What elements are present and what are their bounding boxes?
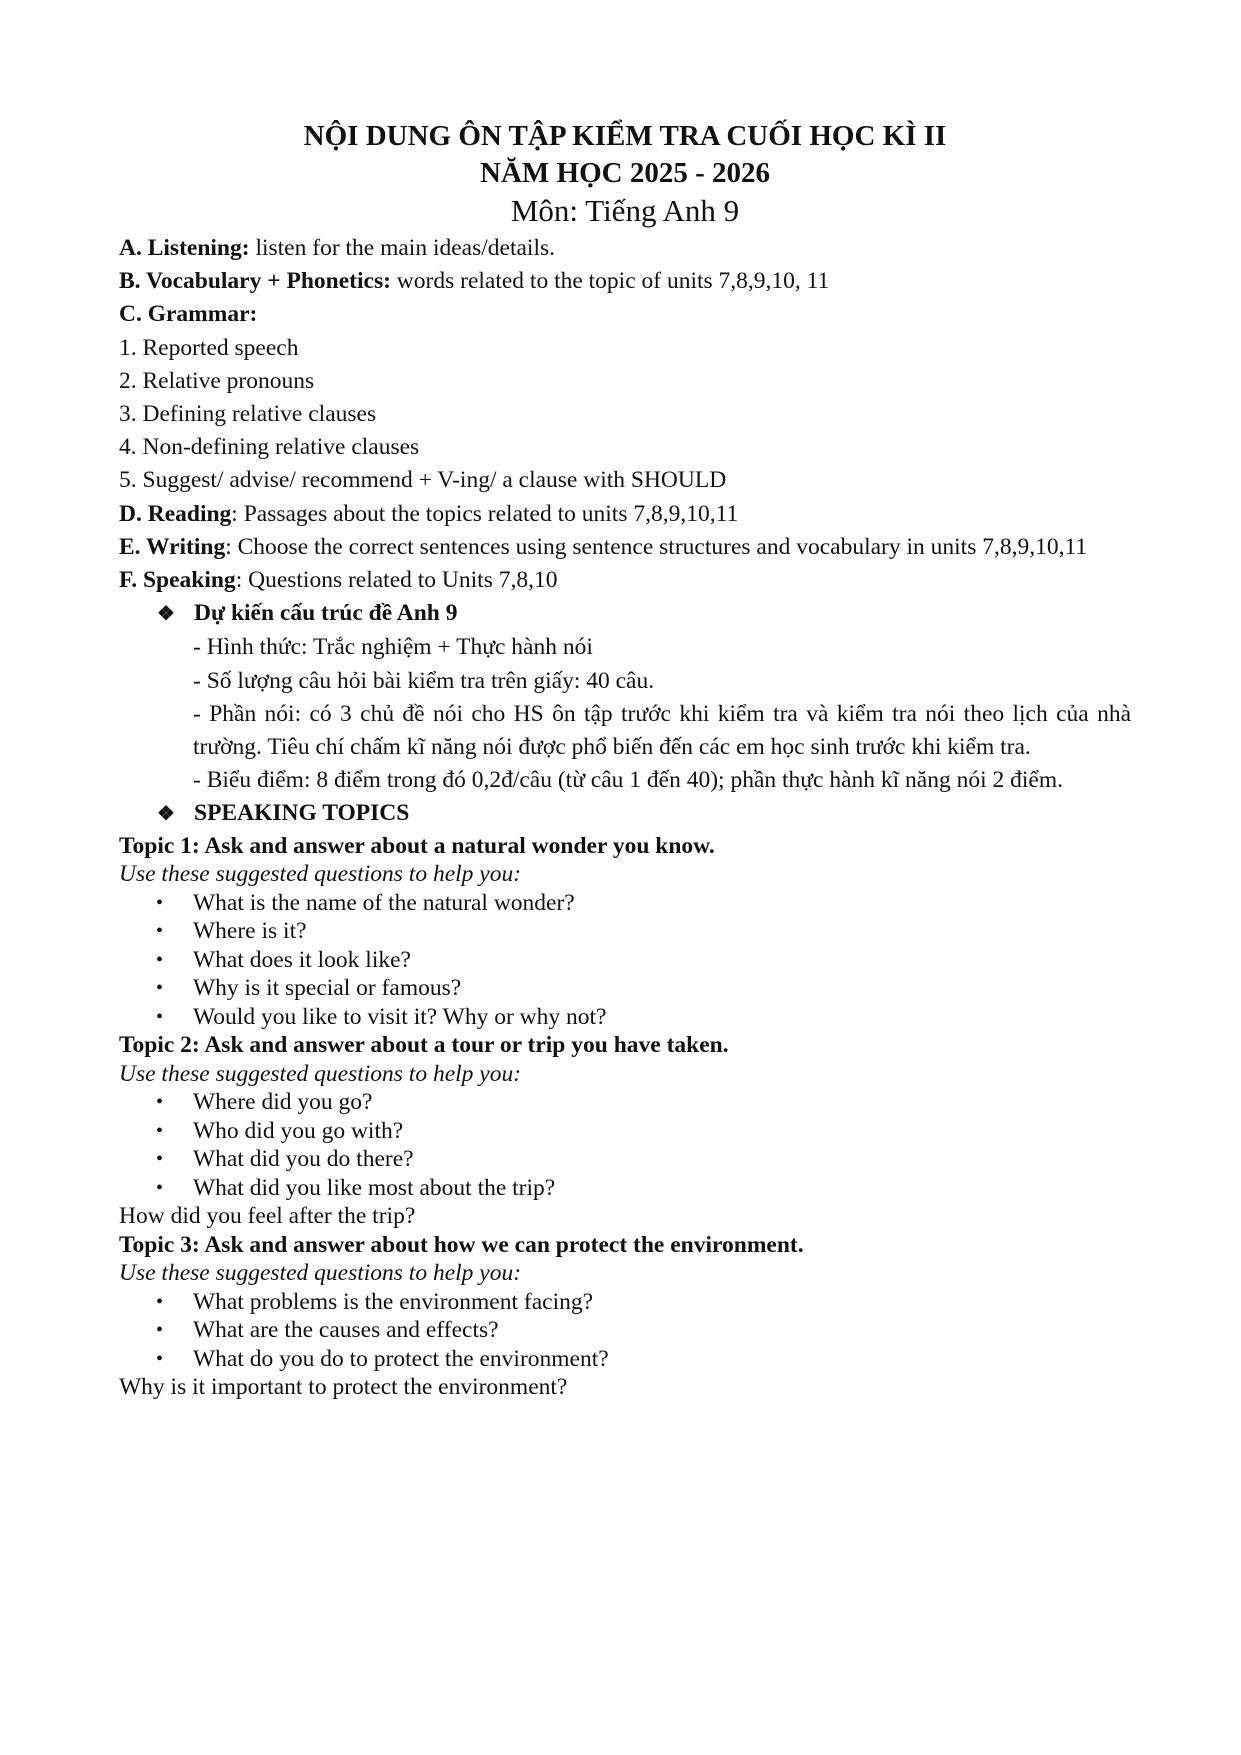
document-title-line1: NỘI DUNG ÔN TẬP KIỂM TRA CUỐI HỌC KÌ II <box>303 120 947 152</box>
section-reading: D. Reading: Passages about the topics related to units 7,8,9,10,11 <box>119 500 739 527</box>
section-vocabulary: B. Vocabulary + Phonetics: words related to the topic of units 7,8,9,10, 11 <box>119 268 830 295</box>
list-item: • Where did you go? <box>156 1089 373 1116</box>
list-item: • What does it look like? <box>156 946 411 973</box>
section-listening: A. Listening: listen for the main ideas/details. <box>119 235 555 261</box>
section-speaking: F. Speaking: Questions related to Units 7,8,10 <box>119 567 558 594</box>
diamond-bullet-icon: ❖ <box>157 803 175 826</box>
grammar-item: 1. Reported speech <box>119 334 299 361</box>
topic-title: Topic 3: Ask and answer about how we can protect the environment. <box>119 1231 804 1258</box>
bullet-icon: • <box>156 977 164 1000</box>
grammar-item: 2. Relative pronouns <box>119 367 315 394</box>
speaking-topics-heading: ❖ SPEAKING TOPICS <box>157 797 1131 831</box>
list-item: • Why is it special or famous? <box>156 975 462 1002</box>
topic-title: Topic 1: Ask and answer about a natural wonder you know. <box>119 832 715 859</box>
list-item: • Would you like to visit it? Why or why not? <box>156 1003 607 1030</box>
bullet-icon: • <box>156 1347 164 1370</box>
structure-line: - Số lượng câu hỏi bài kiểm tra trên giấy: 40 câu. <box>193 667 655 694</box>
list-item: • What do you do to protect the environment? <box>156 1345 609 1372</box>
section-writing: E. Writing: Choose the correct sentences using sentence structures and vocabulary in units 7,8,9,10,11 <box>119 533 1088 560</box>
speaking-topics <box>119 797 1131 831</box>
bullet-icon: • <box>156 1119 164 1142</box>
grammar-item: 4. Non-defining relative clauses <box>119 434 420 461</box>
grammar-item: 5. Suggest/ advise/ recommend + V-ing/ a clause with SHOULD <box>119 467 727 494</box>
document-title-line2: NĂM HỌC 2025 - 2026 <box>480 157 770 189</box>
section-grammar-heading: C. Grammar: <box>119 301 258 328</box>
structure-line: - Phần nói: có 3 chủ đề nói cho HS ôn tập trước khi kiểm tra và kiểm tra nói theo lịch của nhà trường. Tiêu chí chấm kĩ năng nói được phổ biến đến các em học sinh trước khi kiểm tra. <box>193 700 1131 761</box>
list-item: • What did you like most about the trip? <box>156 1174 556 1201</box>
document-page <box>119 118 1131 1402</box>
bullet-icon: • <box>156 1290 164 1313</box>
structure-line: - Biểu điểm: 8 điểm trong đó 0,2đ/câu (từ câu 1 đến 40); phần thực hành kĩ năng nói 2 điểm. <box>193 767 1063 794</box>
topic-extra-question: Why is it important to protect the environment? <box>119 1374 568 1401</box>
structure-line: - Hình thức: Trắc nghiệm + Thực hành nói <box>193 634 593 661</box>
topic-hint: Use these suggested questions to help you: <box>119 1060 522 1087</box>
topic-question-list <box>119 1088 1131 1202</box>
document-subject: Môn: Tiếng Anh 9 <box>510 193 740 228</box>
list-item: • Where is it? <box>156 918 307 945</box>
list-item: • What problems is the environment facing? <box>156 1288 594 1315</box>
diamond-bullet-icon: ❖ <box>157 603 175 626</box>
bullet-icon: • <box>156 948 164 971</box>
topic-hint: Use these suggested questions to help you: <box>119 861 522 888</box>
list-item: • What is the name of the natural wonder? <box>156 889 575 916</box>
topic-hint: Use these suggested questions to help you: <box>119 1260 522 1287</box>
list-item: • What are the causes and effects? <box>156 1317 499 1344</box>
bullet-icon: • <box>156 1148 164 1171</box>
bullet-icon: • <box>156 1319 164 1342</box>
topic-title: Topic 2: Ask and answer about a tour or trip you have taken. <box>119 1032 729 1059</box>
topic-extra-question: How did you feel after the trip? <box>119 1203 416 1230</box>
bullet-icon: • <box>156 920 164 943</box>
grammar-item: 3. Defining relative clauses <box>119 401 377 428</box>
topic-question-list <box>119 889 1131 1032</box>
exam-structure-heading: ❖ Dự kiến cấu trúc đề Anh 9 <box>157 597 1131 631</box>
list-item: • Who did you go with? <box>156 1117 404 1144</box>
bullet-icon: • <box>156 1176 164 1199</box>
bullet-icon: • <box>156 1005 164 1028</box>
exam-structure <box>119 597 1131 631</box>
list-item: • What did you do there? <box>156 1146 414 1173</box>
bullet-icon: • <box>156 891 164 914</box>
topic-question-list <box>119 1288 1131 1374</box>
bullet-icon: • <box>156 1091 164 1114</box>
